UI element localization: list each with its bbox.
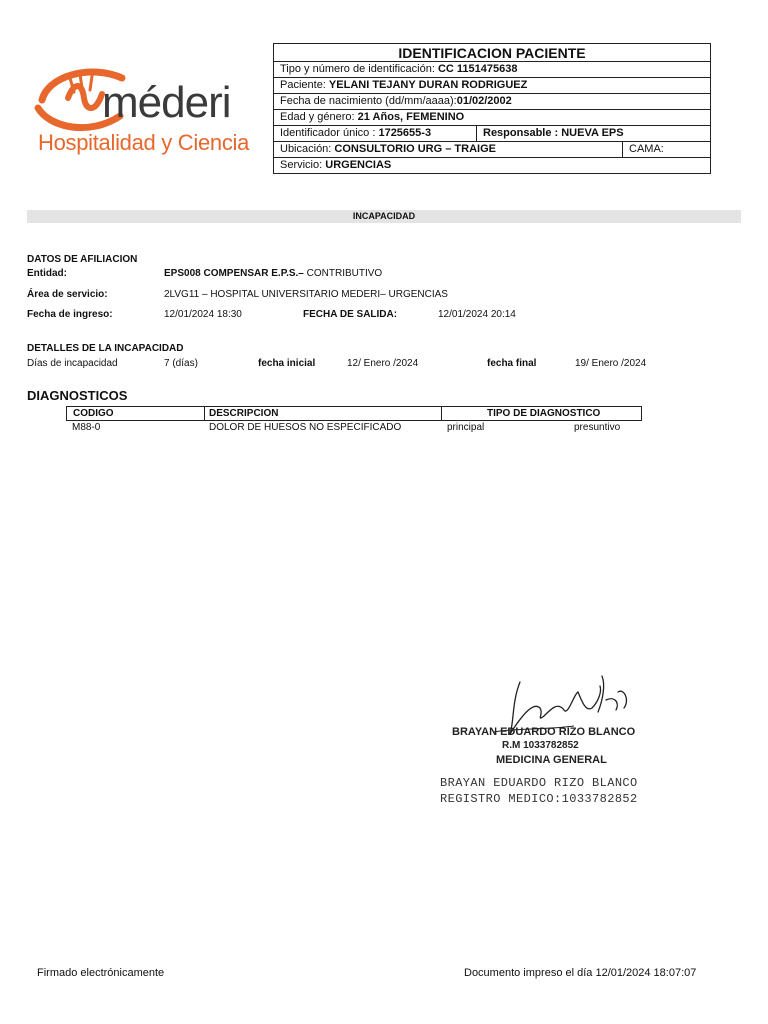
patient-identification-box <box>273 43 711 174</box>
diagnostics-table-header <box>66 406 642 421</box>
incapacity-header: DETALLES DE LA INCAPACIDAD <box>27 343 184 354</box>
patient-box-title: IDENTIFICACION PACIENTE <box>274 44 710 62</box>
affiliation-header: DATOS DE AFILIACION <box>27 254 138 265</box>
column-description: DESCRIPCION <box>209 408 279 419</box>
service-row <box>274 158 710 173</box>
location-label: Ubicación: <box>280 143 335 155</box>
stamp-specialty: MEDICINA GENERAL <box>496 754 607 766</box>
entity-code: EPS008 COMPENSAR E.P.S.– <box>164 268 304 279</box>
footer-signed: Firmado electrónicamente <box>37 967 165 979</box>
table-row <box>66 421 642 434</box>
diagnosis-code: M88-0 <box>72 422 101 433</box>
days-value: 7 (días) <box>164 358 198 369</box>
entity-regime: CONTRIBUTIVO <box>303 268 383 279</box>
stamp-rm: R.M 1033782852 <box>502 740 579 751</box>
logo-tagline: Hospitalidad y Ciencia <box>38 130 250 155</box>
doctor-signature-stamp <box>446 672 666 772</box>
diagnosis-description: DOLOR DE HUESOS NO ESPECIFICADO <box>209 422 402 433</box>
mederi-logo <box>30 58 260 168</box>
name-label: Paciente: <box>280 79 329 91</box>
age-row <box>274 110 710 126</box>
uid-value: 1725655-3 <box>378 127 432 139</box>
footer-printed-date: Documento impreso el día 12/01/2024 18:07:07 <box>464 967 697 979</box>
area-value: 2LVG11 – HOSPITAL UNIVERSITARIO MEDERI– URGENCIAS <box>164 289 448 300</box>
doctor-name: BRAYAN EDUARDO RIZO BLANCO <box>440 776 638 790</box>
admission-value: 12/01/2024 18:30 <box>164 309 242 320</box>
bed-label: CAMA: <box>622 142 664 157</box>
area-label: Área de servicio: <box>27 289 108 300</box>
location-value: CONSULTORIO URG – TRAIGE <box>334 143 496 155</box>
column-code: CODIGO <box>73 408 114 419</box>
id-label: Tipo y número de identificación: <box>280 63 438 75</box>
diagnosis-type: principal <box>447 422 485 433</box>
uid-row <box>274 126 710 142</box>
diagnostics-table <box>66 406 642 434</box>
end-label: fecha final <box>487 358 537 369</box>
id-value: CC 1151475638 <box>437 63 518 75</box>
birth-label: Fecha de nacimiento (dd/mm/aaaa): <box>280 95 457 107</box>
column-type: TIPO DE DIAGNOSTICO <box>487 408 601 419</box>
admission-label: Fecha de ingreso: <box>27 309 113 320</box>
column-divider <box>204 407 205 420</box>
start-value: 12/ Enero /2024 <box>347 358 419 369</box>
days-label: Días de incapacidad <box>27 358 118 369</box>
column-divider <box>441 407 442 420</box>
birth-value: 01/02/2002 <box>456 95 512 107</box>
location-row <box>274 142 710 158</box>
section-title-bar: INCAPACIDAD <box>27 210 741 223</box>
name-value: YELANI TEJANY DURAN RODRIGUEZ <box>328 79 528 91</box>
responsible-value: Responsable : NUEVA EPS <box>476 126 624 141</box>
logo-wordmark: méderi <box>102 78 231 127</box>
discharge-value: 12/01/2024 20:14 <box>438 309 516 320</box>
service-value: URGENCIAS <box>325 159 392 171</box>
medical-registry: REGISTRO MEDICO:1033782852 <box>440 792 638 806</box>
service-label: Servicio: <box>280 159 326 171</box>
diagnosis-certainty: presuntivo <box>574 422 621 433</box>
discharge-label: FECHA DE SALIDA: <box>303 309 398 320</box>
entity-label: Entidad: <box>27 268 67 279</box>
diagnostics-header: DIAGNOSTICOS <box>27 388 128 403</box>
end-value: 19/ Enero /2024 <box>575 358 647 369</box>
entity-value <box>164 268 382 279</box>
uid-label: Identificador único : <box>280 127 379 139</box>
name-row <box>274 78 710 94</box>
age-value: 21 Años, FEMENINO <box>357 111 465 123</box>
birth-row <box>274 94 710 110</box>
stamp-doctor-name: BRAYAN EDUARDO RIZO BLANCO <box>452 726 636 738</box>
start-label: fecha inicial <box>258 358 316 369</box>
age-label: Edad y género: <box>280 111 358 123</box>
id-row <box>274 62 710 78</box>
